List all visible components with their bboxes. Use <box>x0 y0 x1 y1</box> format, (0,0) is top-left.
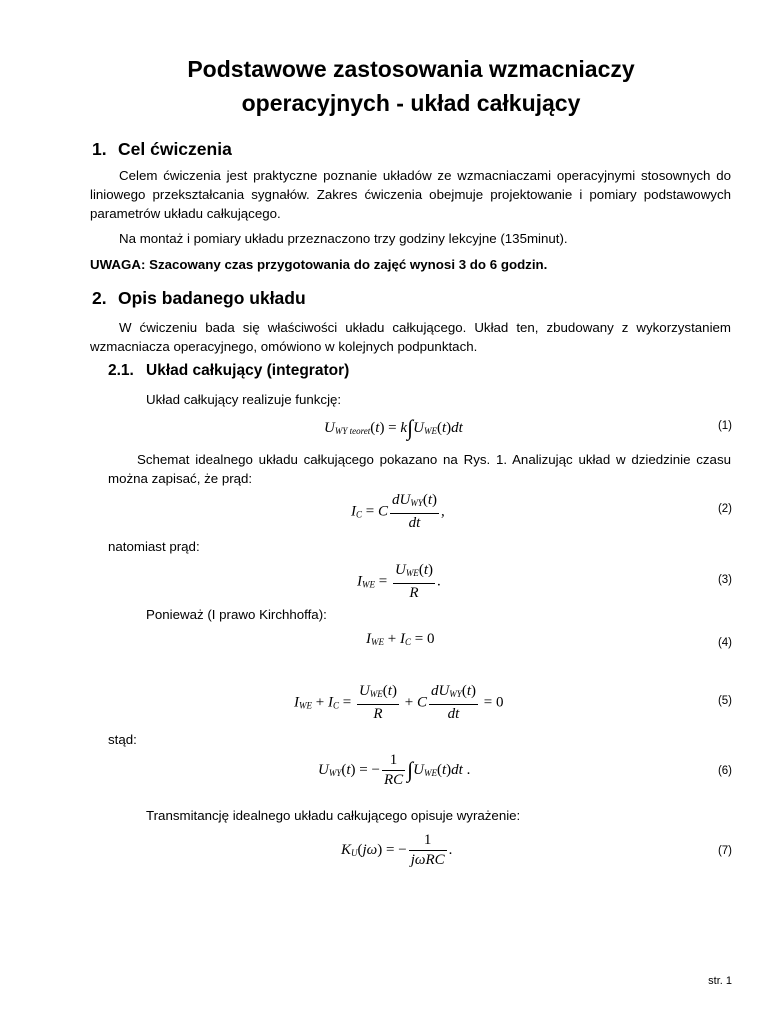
section-1-paragraph-1: Celem ćwiczenia jest praktyczne poznanie układów ze wzmacniaczami operacyjnymi stosownych do liniowego przekształcania sygnałów. Zakres ćwiczenia obejmuje projektowanie i pomiary podstawowych parametrów układu całkującego. <box>90 168 731 221</box>
section-1-heading <box>92 139 232 160</box>
equation-4-number: (4) <box>717 637 732 649</box>
text-stad: stąd: <box>108 732 137 747</box>
equation-4: IWE + IC = 0 <box>366 631 435 647</box>
section-2-title: Opis badanego układu <box>118 288 306 308</box>
equation-5: IWE + IC = $\frac{\text{UWE(t)}}{R}$ + C $\frac{\text{dUWY(t)}}{dt}$ = 0 <box>294 683 504 722</box>
section-2-1-title: Układ całkujący (integrator) <box>146 362 350 379</box>
text-transmitancje: Transmitancję idealnego układu całkującego opisuje wyrażenie: <box>146 808 521 823</box>
schema-paragraph: Schemat idealnego układu całkującego pokazano na Rys. 1. Analizując układ w dziedzinie czasu można zapisać, że prąd: <box>108 452 731 486</box>
page-title <box>90 52 732 120</box>
equation-7-number: (7) <box>717 845 732 857</box>
equation-1: UWY teoret(t) = k∫UWE(t)dt <box>324 415 463 440</box>
equation-6: UWY(t) = − $\frac{1}{RC}$ ∫UWE(t)dt . <box>318 752 471 788</box>
section-1-number: 1. <box>92 139 107 159</box>
equation-7: KU(jω) = − $\frac{1}{\text{jωRC}}$ . <box>341 832 453 868</box>
equation-2-number: (2) <box>717 503 732 515</box>
equation-5-number: (5) <box>717 695 732 707</box>
section-1-paragraph-2: Na montaż i pomiary układu przeznaczono trzy godziny lekcyjne (135minut). <box>119 231 568 246</box>
equation-2: IC = C $\frac{\text{dUWY(t)}}{dt}$ , <box>351 492 445 531</box>
section-1-title: Cel ćwiczenia <box>118 139 232 159</box>
intro-text: Układ całkujący realizuje funkcję: <box>146 392 342 407</box>
equation-1-number: (1) <box>717 420 732 432</box>
section-2-1-number: 2.1. <box>108 362 134 379</box>
title-line-1: Podstawowe zastosowania wzmacniaczy <box>187 56 635 82</box>
warning-note: UWAGA: Szacowany czas przygotowania do zajęć wynosi 3 do 6 godzin. <box>90 257 548 272</box>
text-natomiast: natomiast prąd: <box>108 539 200 554</box>
equation-3: IWE = $\frac{\text{UWE(t)}}{R}$ . <box>357 562 441 601</box>
section-2-heading <box>92 288 306 309</box>
text-poniewaz: Ponieważ (I prawo Kirchhoffa): <box>146 607 327 622</box>
equation-6-number: (6) <box>717 765 732 777</box>
title-line-2: operacyjnych - układ całkujący <box>241 90 581 116</box>
section-2-1-heading <box>108 362 349 380</box>
page-number: str. 1 <box>708 975 732 987</box>
equation-3-number: (3) <box>717 574 732 586</box>
section-2-paragraph-1: W ćwiczeniu bada się właściwości układu całkującego. Układ ten, zbudowany z wykorzystaniem wzmacniacza operacyjnego, omówiono w kolejnych podpunktach. <box>90 320 731 354</box>
section-2-number: 2. <box>92 288 107 308</box>
